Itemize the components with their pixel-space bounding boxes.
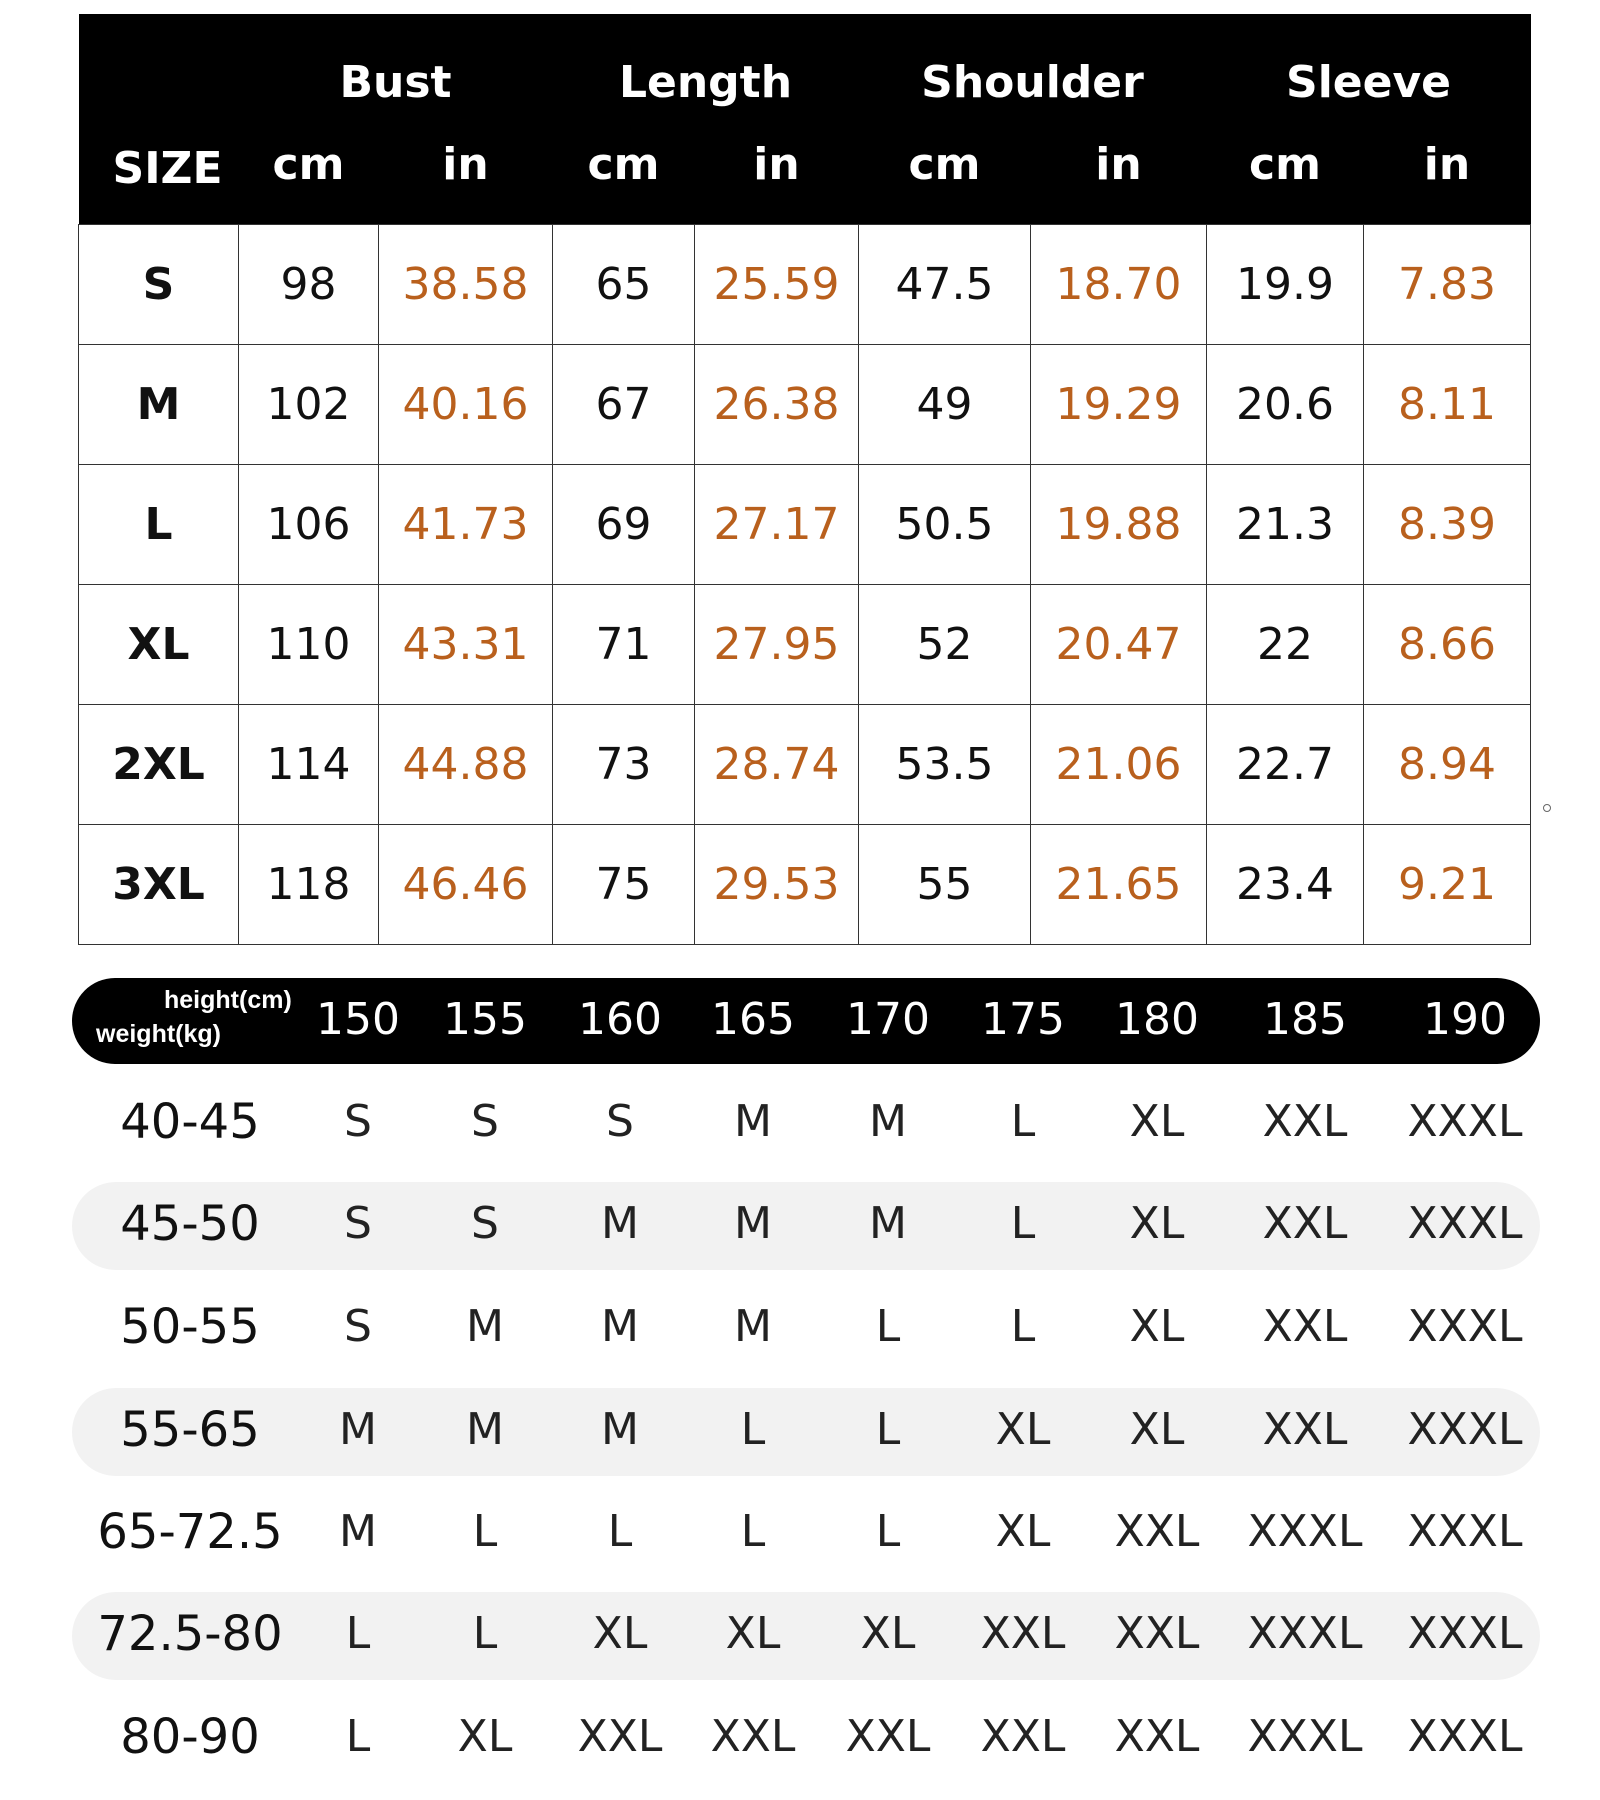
bust-header: Bust	[339, 57, 452, 108]
cm-value-cell: 52	[859, 584, 1031, 704]
weight-axis-label: weight(kg)	[96, 1020, 221, 1048]
recommended-size: M	[734, 1096, 772, 1147]
height-value: 165	[711, 994, 795, 1045]
weight-row	[72, 1695, 1540, 1783]
cm-value-cell: 118	[239, 824, 379, 944]
shoulder-header: Shoulder	[921, 57, 1144, 108]
weight-row	[72, 1285, 1540, 1373]
recommended-size: XXXL	[1407, 1198, 1523, 1249]
height-value: 190	[1423, 994, 1507, 1045]
table-row	[79, 224, 1531, 344]
size-cell: L	[79, 464, 239, 584]
height-value: 160	[578, 994, 662, 1045]
inch-value-cell: 38.58	[379, 224, 553, 344]
recommended-size: XL	[1129, 1301, 1185, 1352]
height-value: 175	[981, 994, 1065, 1045]
recommended-size: L	[345, 1608, 371, 1659]
recommended-size: XXL	[845, 1711, 931, 1762]
cm-value-cell: 69	[553, 464, 695, 584]
cm-value-cell: 49	[859, 344, 1031, 464]
table-row	[79, 464, 1531, 584]
weight-row	[72, 1388, 1540, 1476]
recommended-size: M	[734, 1198, 772, 1249]
recommended-size: XL	[592, 1608, 648, 1659]
recommended-size: M	[734, 1301, 772, 1352]
weight-range: 40-45	[120, 1094, 260, 1150]
cm-value-cell: 102	[239, 344, 379, 464]
recommended-size: XXL	[1262, 1096, 1348, 1147]
table-body	[79, 224, 1531, 944]
recommended-size: S	[606, 1096, 634, 1147]
inch-value-cell: 40.16	[379, 344, 553, 464]
weight-row	[72, 1080, 1540, 1168]
height-value: 155	[443, 994, 527, 1045]
inch-value-cell: 8.94	[1364, 704, 1531, 824]
recommended-size: XXL	[577, 1711, 663, 1762]
cm-value-cell: 106	[239, 464, 379, 584]
recommended-size: M	[869, 1096, 907, 1147]
recommended-size: XL	[995, 1404, 1051, 1455]
cm-value-cell: 73	[553, 704, 695, 824]
cm-value-cell: 65	[553, 224, 695, 344]
table-row	[79, 824, 1531, 944]
height-value: 180	[1115, 994, 1199, 1045]
inch-value-cell: 25.59	[695, 224, 859, 344]
stray-dot-mark	[1543, 804, 1551, 812]
inch-value-cell: 19.88	[1031, 464, 1207, 584]
recommended-size: XXXL	[1247, 1711, 1363, 1762]
size-measurement-table	[78, 14, 1531, 945]
length-header: Length	[618, 57, 793, 108]
inch-value-cell: 7.83	[1364, 224, 1531, 344]
unit-header: cm	[587, 139, 660, 191]
inch-value-cell: 46.46	[379, 824, 553, 944]
inch-value-cell: 28.74	[695, 704, 859, 824]
weight-row	[72, 1592, 1540, 1680]
recommended-size: XXXL	[1407, 1711, 1523, 1762]
inch-value-cell: 8.39	[1364, 464, 1531, 584]
unit-header: cm	[1249, 139, 1321, 191]
recommended-size: S	[344, 1198, 372, 1249]
height-header-bar	[72, 978, 1540, 1064]
sleeve-header: Sleeve	[1286, 57, 1451, 108]
unit-header: in	[753, 139, 800, 191]
inch-value-cell: 9.21	[1364, 824, 1531, 944]
cm-value-cell: 19.9	[1207, 224, 1364, 344]
unit-header: cm	[908, 139, 981, 191]
cm-value-cell: 21.3	[1207, 464, 1364, 584]
unit-header: cm	[272, 139, 345, 191]
recommended-size: L	[345, 1711, 371, 1762]
recommended-size: XL	[1129, 1096, 1185, 1147]
recommended-size: XL	[1129, 1404, 1185, 1455]
recommended-size: XL	[860, 1608, 916, 1659]
recommended-size: L	[875, 1301, 901, 1352]
recommended-size: L	[1010, 1198, 1036, 1249]
recommended-size: L	[607, 1506, 633, 1557]
unit-header: in	[1423, 139, 1471, 191]
header-group-row	[79, 14, 1531, 120]
cm-value-cell: 67	[553, 344, 695, 464]
cm-value-cell: 23.4	[1207, 824, 1364, 944]
inch-value-cell: 27.17	[695, 464, 859, 584]
unit-header: in	[442, 139, 489, 191]
recommended-size: M	[869, 1198, 907, 1249]
cm-value-cell: 110	[239, 584, 379, 704]
recommended-size: XXL	[1262, 1404, 1348, 1455]
recommended-size: L	[740, 1404, 766, 1455]
height-value: 170	[846, 994, 930, 1045]
inch-value-cell: 26.38	[695, 344, 859, 464]
table-row	[79, 584, 1531, 704]
cm-value-cell: 71	[553, 584, 695, 704]
weight-range: 72.5-80	[97, 1606, 283, 1662]
size-cell: S	[79, 224, 239, 344]
recommended-size: XXL	[980, 1608, 1066, 1659]
weight-range: 55-65	[120, 1402, 260, 1458]
recommended-size: M	[339, 1506, 377, 1557]
inch-value-cell: 20.47	[1031, 584, 1207, 704]
recommended-size: M	[601, 1301, 639, 1352]
cm-value-cell: 75	[553, 824, 695, 944]
size-cell: M	[79, 344, 239, 464]
recommended-size: S	[471, 1096, 499, 1147]
recommended-size: L	[875, 1506, 901, 1557]
header-unit-row	[79, 120, 1531, 224]
inch-value-cell: 43.31	[379, 584, 553, 704]
inch-value-cell: 18.70	[1031, 224, 1207, 344]
recommended-size: M	[466, 1301, 504, 1352]
table-header	[79, 14, 1531, 224]
recommended-size: XXXL	[1247, 1506, 1363, 1557]
cm-value-cell: 114	[239, 704, 379, 824]
inch-value-cell: 44.88	[379, 704, 553, 824]
recommended-size: M	[601, 1198, 639, 1249]
recommended-size: XL	[725, 1608, 781, 1659]
recommended-size: XXXL	[1407, 1608, 1523, 1659]
recommended-size: XXL	[1114, 1608, 1200, 1659]
unit-header: in	[1095, 139, 1142, 191]
weight-row	[72, 1490, 1540, 1578]
cm-value-cell: 47.5	[859, 224, 1031, 344]
recommended-size: XXXL	[1407, 1301, 1523, 1352]
recommended-size: L	[472, 1608, 498, 1659]
recommended-size: XXL	[1114, 1711, 1200, 1762]
height-value: 185	[1263, 994, 1347, 1045]
height-value: 150	[316, 994, 400, 1045]
recommended-size: S	[344, 1301, 372, 1352]
recommended-size: L	[740, 1506, 766, 1557]
inch-value-cell: 8.11	[1364, 344, 1531, 464]
recommended-size: XXL	[1262, 1301, 1348, 1352]
recommended-size: L	[1010, 1096, 1036, 1147]
recommended-size: M	[601, 1404, 639, 1455]
cm-value-cell: 20.6	[1207, 344, 1364, 464]
recommended-size: S	[344, 1096, 372, 1147]
inch-value-cell: 41.73	[379, 464, 553, 584]
inch-value-cell: 21.06	[1031, 704, 1207, 824]
recommended-size: XXXL	[1407, 1506, 1523, 1557]
weight-row	[72, 1182, 1540, 1270]
weight-range: 80-90	[120, 1709, 260, 1765]
recommended-size: XL	[1129, 1198, 1185, 1249]
recommended-size: L	[875, 1404, 901, 1455]
size-cell: 3XL	[79, 824, 239, 944]
size-cell: 2XL	[79, 704, 239, 824]
inch-value-cell: 21.65	[1031, 824, 1207, 944]
recommended-size: XXL	[980, 1711, 1066, 1762]
recommended-size: XXXL	[1247, 1608, 1363, 1659]
table-row	[79, 704, 1531, 824]
inch-value-cell: 19.29	[1031, 344, 1207, 464]
size-cell: XL	[79, 584, 239, 704]
size-column-header: SIZE	[112, 143, 223, 195]
recommended-size: XXL	[1114, 1506, 1200, 1557]
cm-value-cell: 53.5	[859, 704, 1031, 824]
recommended-size: XXL	[1262, 1198, 1348, 1249]
cm-value-cell: 55	[859, 824, 1031, 944]
recommended-size: XXL	[710, 1711, 796, 1762]
recommended-size: XXXL	[1407, 1404, 1523, 1455]
recommended-size: M	[339, 1404, 377, 1455]
weight-range: 65-72.5	[97, 1504, 283, 1560]
table-row	[79, 344, 1531, 464]
weight-range: 45-50	[120, 1196, 260, 1252]
inch-value-cell: 27.95	[695, 584, 859, 704]
recommended-size: XXXL	[1407, 1096, 1523, 1147]
recommended-size: L	[472, 1506, 498, 1557]
inch-value-cell: 8.66	[1364, 584, 1531, 704]
cm-value-cell: 98	[239, 224, 379, 344]
inch-value-cell: 29.53	[695, 824, 859, 944]
cm-value-cell: 22	[1207, 584, 1364, 704]
recommended-size: S	[471, 1198, 499, 1249]
cm-value-cell: 50.5	[859, 464, 1031, 584]
recommended-size: XL	[995, 1506, 1051, 1557]
height-axis-label: height(cm)	[164, 986, 292, 1014]
recommended-size: M	[466, 1404, 504, 1455]
cm-value-cell: 22.7	[1207, 704, 1364, 824]
recommended-size: L	[1010, 1301, 1036, 1352]
weight-range: 50-55	[120, 1299, 260, 1355]
recommended-size: XL	[457, 1711, 513, 1762]
